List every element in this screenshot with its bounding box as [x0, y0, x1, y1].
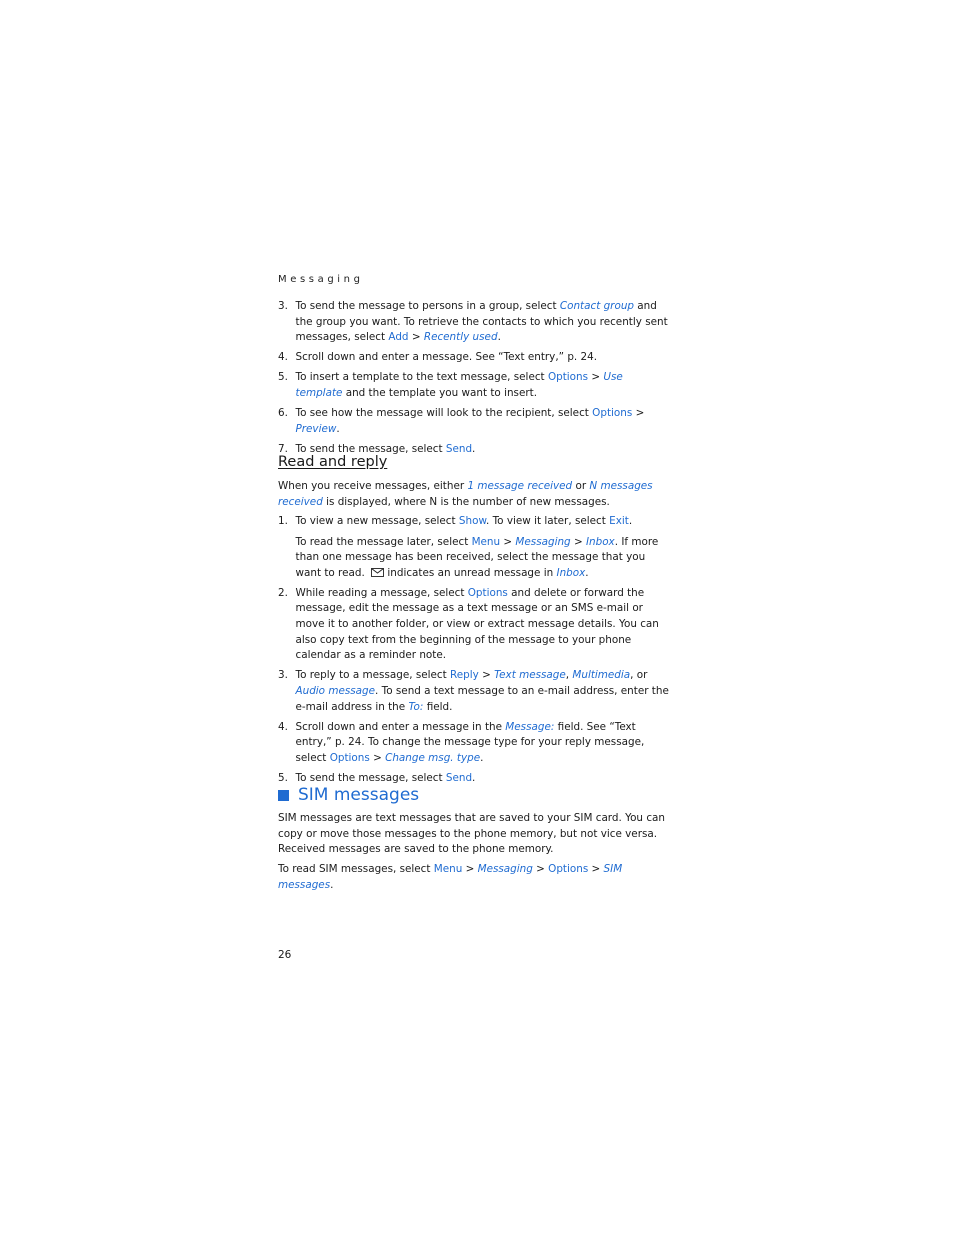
read-reply-heading: Read and reply — [278, 454, 388, 470]
option-term: Inbox — [556, 566, 586, 579]
list-number: 5. — [278, 371, 288, 384]
menu-term: Send — [445, 771, 473, 784]
list-number: 3. — [278, 300, 288, 312]
list-paragraph: To send the message to persons in a group, select Contact group and the group you want. To retrieve the contacts to which you recently sent messages, select Add > Recently used. — [295, 300, 668, 344]
list-paragraph: To send the message, select Send. — [295, 771, 476, 784]
list-item — [278, 350, 670, 366]
list-paragraph: While reading a message, select Options and delete or forward the message, edit the message as a text message or an SMS e-mail or move it to another folder, or view or extract message details. You can also copy text from the beginning of the message to your phone calendar as a reminder note. — [295, 586, 659, 662]
option-term: N messages received — [278, 480, 653, 508]
option-term: Contact group — [559, 300, 634, 312]
menu-term: Exit — [609, 515, 629, 527]
option-term: Messaging — [515, 535, 571, 548]
option-term: To: — [408, 700, 424, 713]
option-term: Use template — [295, 371, 623, 399]
list-paragraph: To view a new message, select Show. To view it later, select Exit. — [295, 515, 633, 527]
menu-term: Send — [445, 442, 473, 455]
option-term: Inbox — [585, 535, 615, 548]
menu-term: Options — [467, 586, 508, 599]
option-term: Multimedia — [572, 669, 631, 682]
list-number: 4. — [278, 720, 288, 733]
option-term: Preview — [295, 422, 337, 435]
sim-messages-body — [278, 811, 670, 893]
option-term: SIM messages — [278, 863, 623, 891]
menu-term: Add — [388, 331, 409, 344]
list-paragraph: Scroll down and enter a message in the Message: field. See “Text entry,” p. 24. To change the message type for your reply message, select Options > Change msg. type. — [295, 720, 645, 764]
menu-term: Menu — [471, 535, 501, 548]
section-square-icon — [278, 790, 289, 801]
menu-term: Options — [592, 407, 633, 420]
list-item — [278, 720, 670, 767]
option-term: Recently used — [423, 331, 498, 344]
list-number: 5. — [278, 771, 288, 784]
list-paragraph: To see how the message will look to the recipient, select Options > Preview. — [295, 407, 645, 435]
intro-paragraph: When you receive messages, either 1 message received or N messages received is displayed, where N is the number of new messages. — [278, 480, 653, 508]
list-number: 7. — [278, 442, 288, 455]
list-item — [278, 514, 670, 581]
list-item — [278, 586, 670, 664]
list-item — [278, 406, 670, 437]
envelope-icon — [371, 568, 384, 577]
list-number: 6. — [278, 407, 288, 420]
sim-paragraph: To read SIM messages, select Menu > Messaging > Options > SIM messages. — [278, 863, 623, 891]
list-paragraph: To insert a template to the text message, select Options > Use template and the template you want to insert. — [295, 371, 623, 399]
list-paragraph: To reply to a message, select Reply > Text message, Multimedia, or Audio message. To send a text message to an e-mail address, enter the e-mail address in the To: field. — [295, 669, 669, 713]
list-number: 2. — [278, 586, 288, 599]
option-term: Messaging — [477, 863, 533, 876]
sim-paragraph: SIM messages are text messages that are saved to your SIM card. You can copy or move those messages to the phone memory, but not vice versa. Received messages are saved to the phone memory. — [278, 812, 665, 856]
list-number: 4. — [278, 351, 288, 364]
list-number: 3. — [278, 669, 288, 682]
list-paragraph: Scroll down and enter a message. See “Text entry,” p. 24. — [295, 351, 598, 364]
menu-term: Menu — [433, 863, 463, 876]
page-number: 26 — [278, 949, 292, 961]
menu-term: Options — [547, 371, 589, 384]
menu-term: Options — [548, 863, 589, 876]
option-term: 1 message received — [467, 480, 573, 492]
section-header: Messaging — [278, 274, 364, 285]
menu-term: Show — [458, 515, 486, 527]
list-item — [278, 668, 670, 715]
sim-messages-title: SIM messages — [298, 785, 420, 805]
list-number: 1. — [278, 515, 288, 527]
menu-term: Reply — [450, 669, 479, 682]
option-term: Text message — [494, 669, 566, 682]
list-item — [278, 299, 670, 346]
list-paragraph: To send the message, select Send. — [295, 442, 476, 455]
send-steps-list — [278, 299, 670, 457]
option-term: Message: — [505, 720, 555, 733]
menu-term: Options — [329, 751, 370, 764]
list-paragraph: To read the message later, select Menu > Messaging > Inbox. If more than one message has been received, select the message that you want to read. indicates an unread message in Inbox. — [295, 535, 659, 579]
read-reply-intro — [278, 479, 670, 510]
option-term: Change msg. type — [385, 751, 481, 764]
list-item — [278, 370, 670, 401]
read-reply-steps-list — [278, 514, 670, 787]
option-term: Audio message — [295, 684, 376, 697]
sim-messages-heading — [278, 785, 419, 805]
